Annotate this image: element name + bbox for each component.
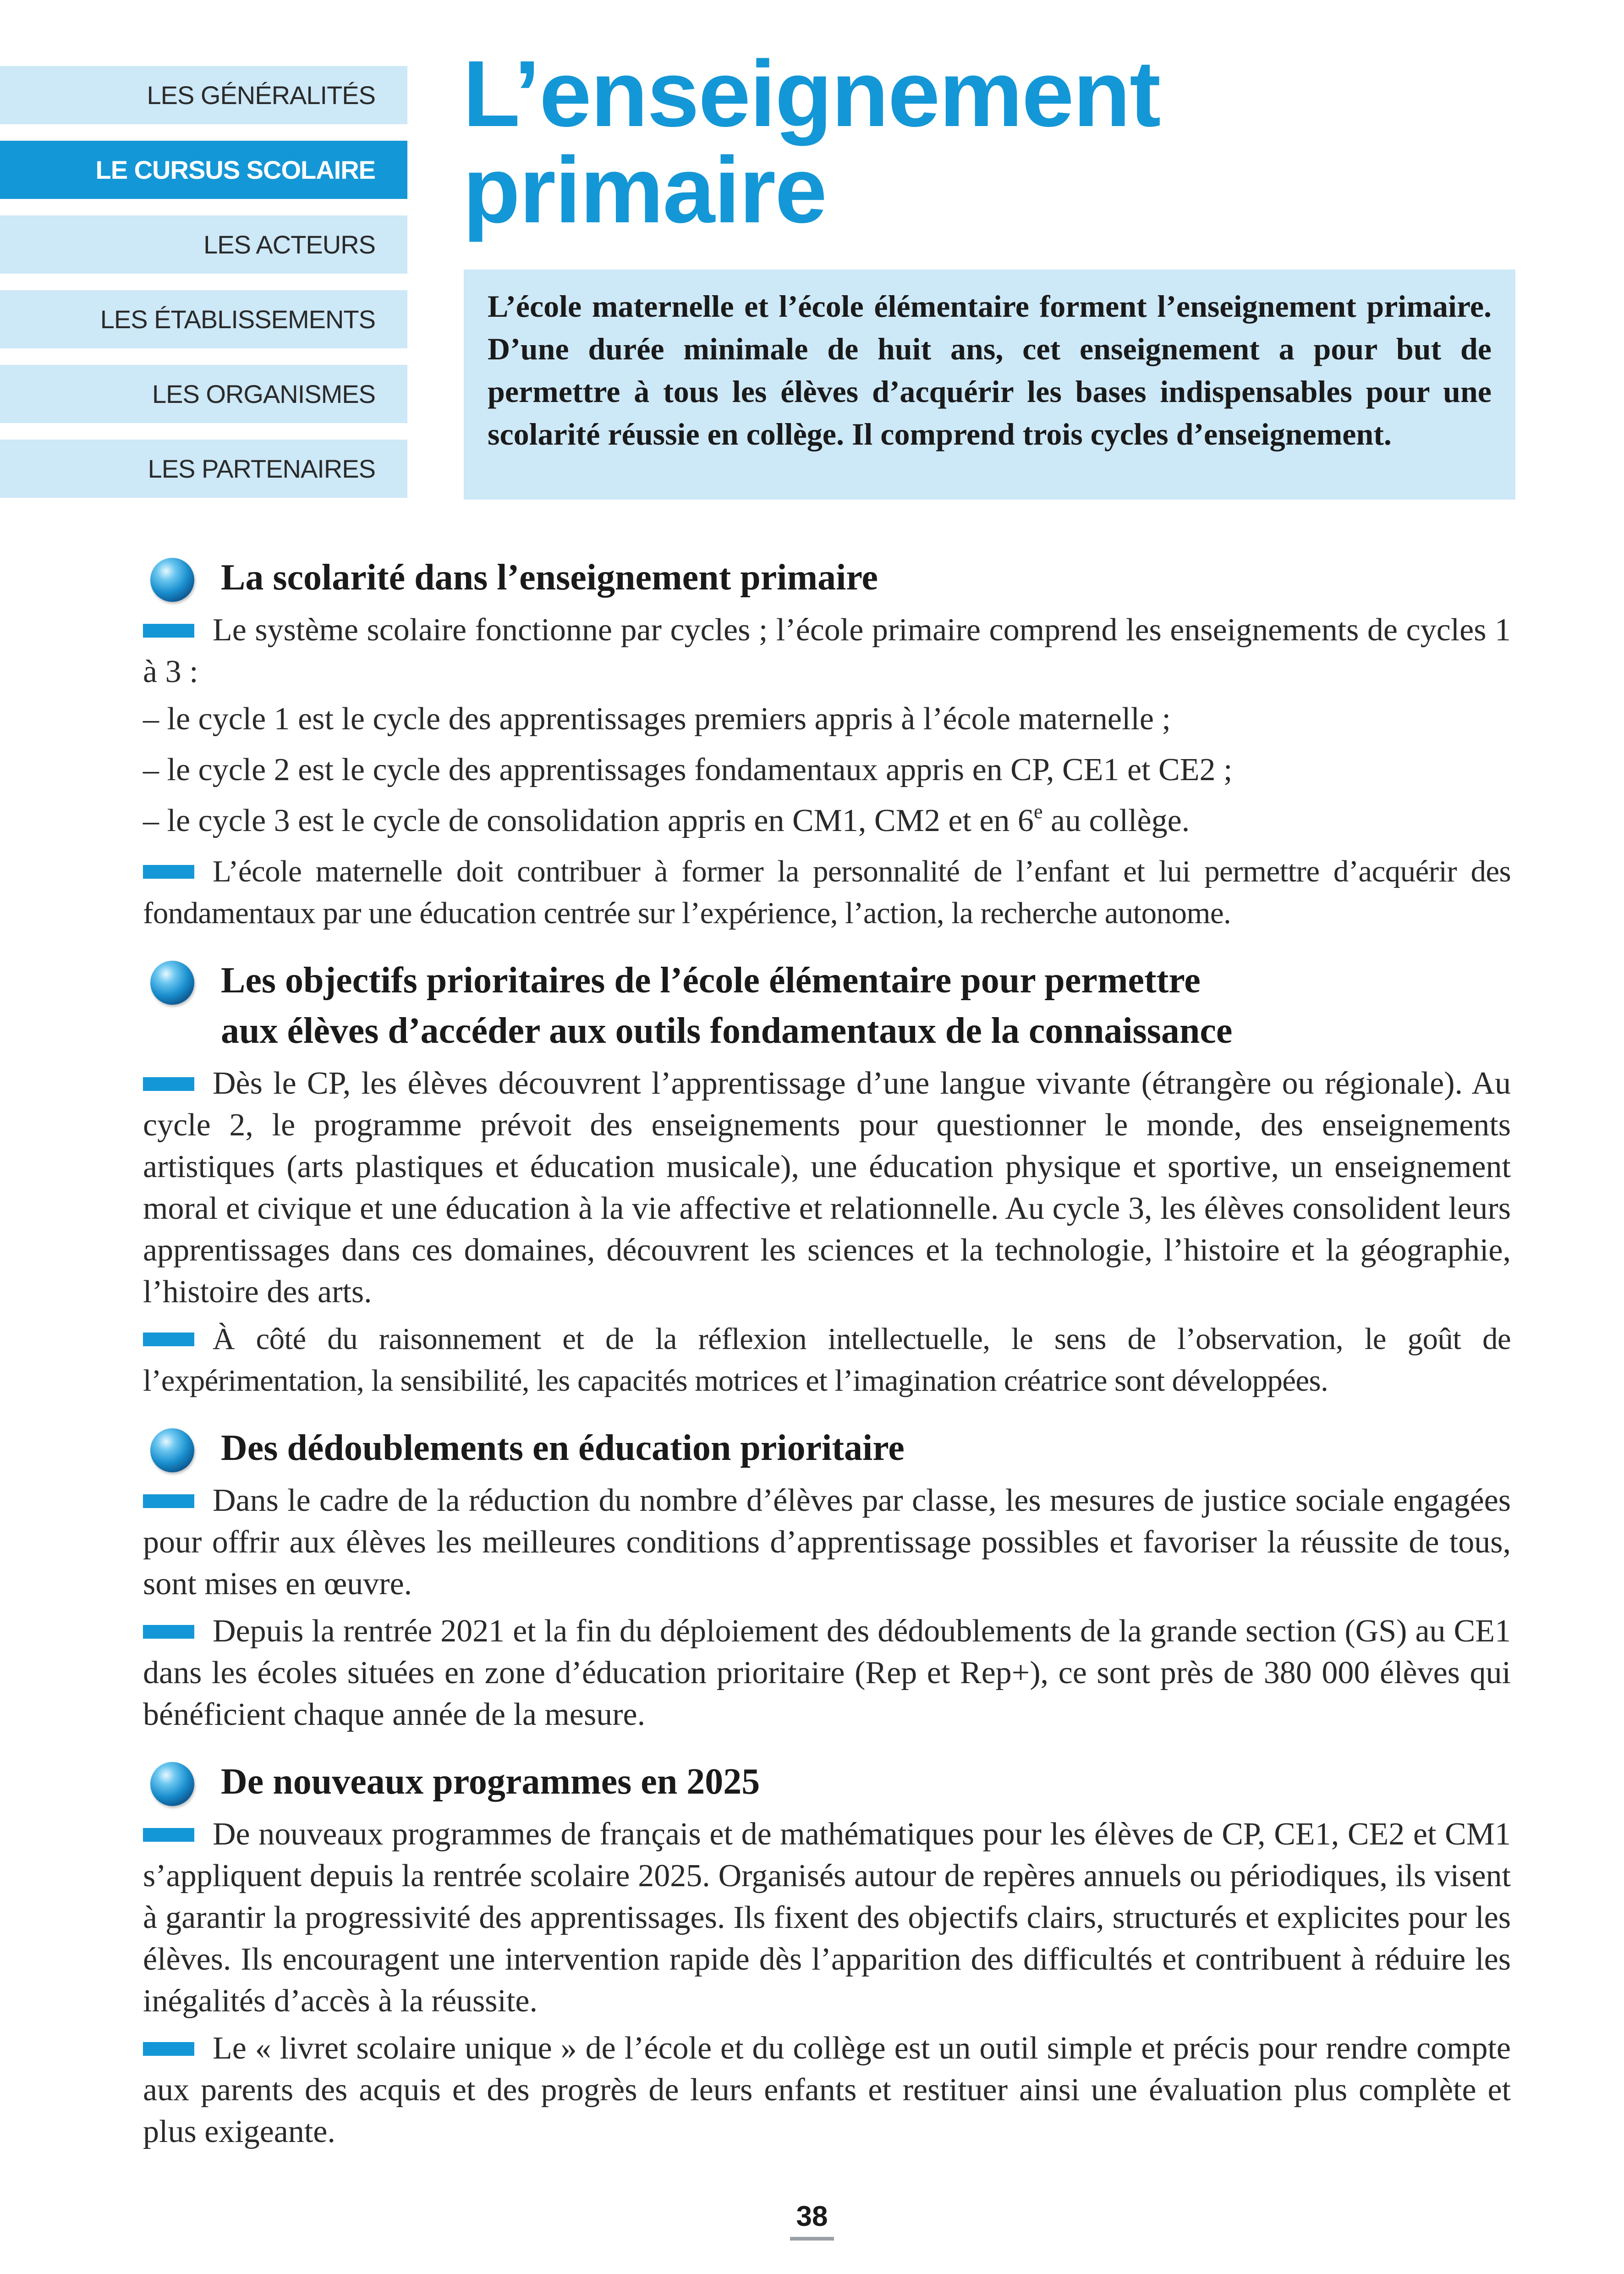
paragraph-text: Dès le CP, les élèves découvrent l’apprentissage d’une langue vivante (étrangère ou régionale). Au cycle 2, le programme prévoit des enseignements pour questionner le monde, des enseignements artistiques (arts plastiques et éducation musicale), une éducation physique et sportive, un enseignement moral et civique et une éducation à la vie affective et relationnelle. Au cycle 3, les élèves consolident leurs apprentissages dans ces domaines, découvrent les sciences et la technologie, l’histoire et la géographie, l’histoire des arts. (143, 1066, 1511, 1310)
blue-sphere-icon (150, 1428, 194, 1472)
section-title-line2: aux élèves d’accéder aux outils fondamentaux de la connaissance (221, 1011, 1233, 1051)
intro-box (464, 270, 1515, 500)
nav-item-label: LES ACTEURS (203, 230, 375, 259)
paragraph (143, 609, 1511, 693)
paragraph (143, 1063, 1511, 1313)
list-item (143, 800, 1511, 842)
section-title (221, 955, 1511, 1056)
main-content (143, 552, 1511, 2174)
blue-sphere-icon (150, 558, 194, 602)
list-item: – le cycle 2 est le cycle des apprentissages fondamentaux appris en CP, CE1 et CE2 ; (143, 752, 1233, 787)
section-programmes-2025 (143, 1756, 1511, 2153)
list-item: – le cycle 1 est le cycle des apprentissages premiers appris à l’école maternelle ; (143, 701, 1171, 737)
blue-bar-bullet-icon (143, 1332, 194, 1346)
section-heading (143, 552, 1511, 603)
nav-item-acteurs[interactable] (0, 215, 407, 274)
paragraph-text: Le système scolaire fonctionne par cycles ; l’école primaire comprend les enseignements de cycles 1 à 3 : (143, 612, 1511, 689)
page-title (463, 41, 1563, 242)
page-title-line1: L’enseignement (463, 41, 1160, 146)
paragraph-text: Depuis la rentrée 2021 et la fin du déploiement des dédoublements de la grande section (GS) au CE1 dans les écoles situées en zone d’éducation prioritaire (Rep et Rep+), ce sont près de 380 000 élèves qui bénéficient chaque année de la mesure. (143, 1613, 1511, 1732)
page-number-underline (790, 2237, 834, 2241)
blue-bar-bullet-icon (143, 2042, 194, 2056)
nav-item-label: LES PARTENAIRES (148, 454, 375, 483)
nav-item-label: LES ORGANISMES (152, 380, 375, 408)
paragraph-text: De nouveaux programmes de français et de mathématiques pour les élèves de CP, CE1, CE2 et CM1 s’appliquent depuis la rentrée scolaire 2025. Organisés autour de repères annuels ou périodiques, ils visent à garantir la progressivité des apprentissages. Ils fixent des objectifs clairs, structurés et explicites pour les élèves. Ils encouragent une intervention rapide dès l’apparition des difficultés et contribuent à réduire les inégalités d’accès à la réussite. (143, 1817, 1511, 2019)
nav-item-label: LES ÉTABLISSEMENTS (100, 305, 375, 334)
paragraph (143, 1813, 1511, 2022)
blue-bar-bullet-icon (143, 1625, 194, 1639)
page-title-line2: primaire (463, 138, 826, 242)
section-heading (143, 1756, 1511, 1807)
section-title: La scolarité dans l’enseignement primaire (221, 557, 878, 598)
section-objectifs (143, 955, 1511, 1402)
paragraph-text: À côté du raisonnement et de la réflexion intellectuelle, le sens de l’observation, le goût de l’expérimentation, la sensibilité, les capacités motrices et l’imagination créatrice sont développées. (143, 1322, 1511, 1398)
paragraph (143, 1318, 1511, 1402)
section-title: De nouveaux programmes en 2025 (221, 1762, 760, 1802)
intro-text: L’école maternelle et l’école élémentaire forment l’enseignement primaire. D’une durée minimale de huit ans, cet enseignement a pour but de permettre à tous les élèves d’acquérir les bases indispensables pour une scolarité réussie en collège. Il comprend trois cycles d’enseignement. (488, 289, 1492, 451)
page-number: 38 (796, 2201, 828, 2232)
nav-item-etablissements[interactable] (0, 290, 407, 348)
nav-item-generalites[interactable] (0, 66, 407, 124)
paragraph-text: Dans le cadre de la réduction du nombre d’élèves par classe, les mesures de justice sociale engagées pour offrir aux élèves les meilleures conditions d’apprentissage possibles et favoriser la réussite de tous, sont mises en œuvre. (143, 1483, 1511, 1602)
nav-item-organismes[interactable] (0, 365, 407, 423)
chapter-nav (0, 66, 407, 514)
blue-bar-bullet-icon (143, 1494, 194, 1508)
blue-bar-bullet-icon (143, 1077, 194, 1091)
nav-item-label: LE CURSUS SCOLAIRE (95, 155, 375, 184)
section-title-line1: Les objectifs prioritaires de l’école élémentaire pour permettre (221, 960, 1201, 1001)
paragraph-text: L’école maternelle doit contribuer à former la personnalité de l’enfant et lui permettre d’acquérir des fondamentaux par une éducation centrée sur l’expérience, l’action, la recherche autonome. (143, 854, 1511, 930)
section-scolarite (143, 552, 1511, 934)
blue-sphere-icon (150, 1762, 194, 1806)
nav-item-label: LES GÉNÉRALITÉS (147, 81, 375, 110)
blue-bar-bullet-icon (143, 1828, 194, 1842)
paragraph-text: Le « livret scolaire unique » de l’école et du collège est un outil simple et précis pour rendre compte aux parents des acquis et des progrès de leurs enfants et restituer ainsi une évaluation plus complète et plus exigeante. (143, 2031, 1511, 2149)
superscript: e (1033, 800, 1043, 823)
section-heading (143, 955, 1511, 1056)
section-dedoublements (143, 1423, 1511, 1735)
blue-sphere-icon (150, 961, 194, 1005)
nav-item-cursus-scolaire[interactable] (0, 141, 407, 199)
paragraph (143, 1610, 1511, 1735)
section-title: Des dédoublements en éducation prioritaire (221, 1428, 905, 1468)
nav-item-partenaires[interactable] (0, 440, 407, 498)
section-heading (143, 1423, 1511, 1473)
paragraph (143, 2027, 1511, 2153)
paragraph (143, 1480, 1511, 1605)
blue-bar-bullet-icon (143, 624, 194, 638)
blue-bar-bullet-icon (143, 865, 194, 879)
list-item-tail: au collège. (1042, 803, 1190, 838)
paragraph (143, 851, 1511, 934)
list-item-text: – le cycle 3 est le cycle de consolidation appris en CM1, CM2 et en 6 (143, 803, 1034, 838)
